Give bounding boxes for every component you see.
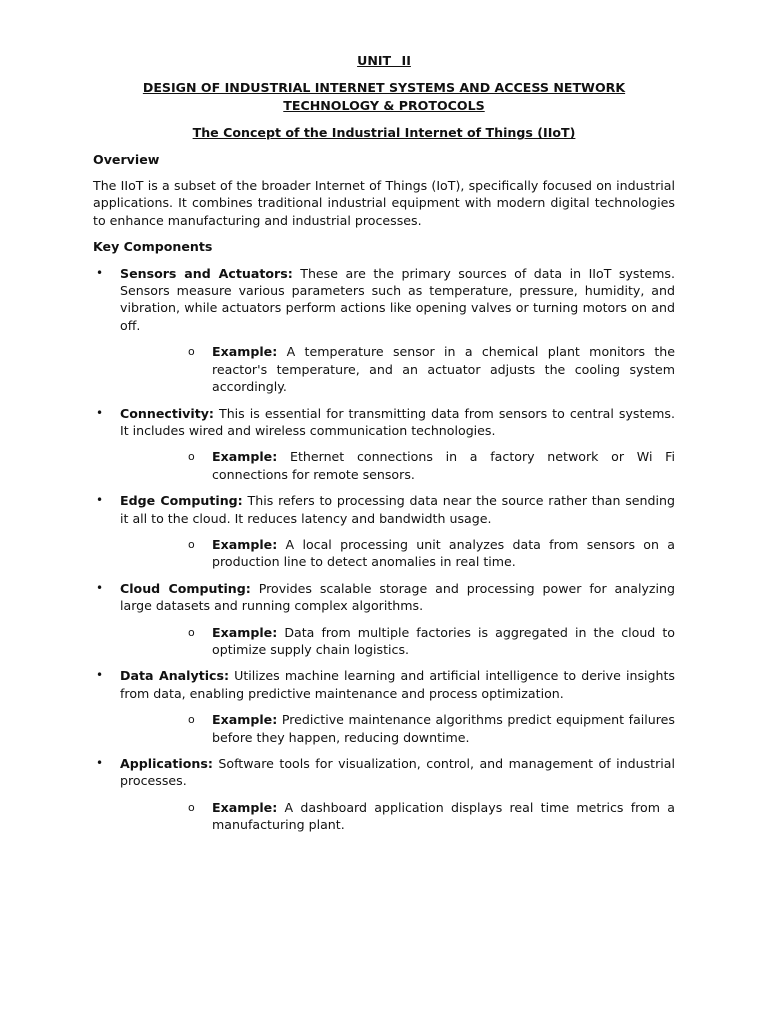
list-item-term: Sensors and Actuators: xyxy=(120,265,293,281)
list-item-text xyxy=(120,667,675,702)
list-item xyxy=(93,580,675,659)
document-title xyxy=(93,79,675,114)
example-item xyxy=(120,448,675,483)
bullet-icon: • xyxy=(96,265,104,280)
bullet-icon: • xyxy=(96,493,104,508)
key-components-heading: Key Components xyxy=(93,239,213,255)
list-item-text xyxy=(120,755,675,790)
list-item-description: Software tools for visualization, control, and management of industrial processes. xyxy=(120,756,675,789)
example-item xyxy=(120,711,675,746)
example-item xyxy=(120,799,675,834)
example-label: Example: xyxy=(212,624,278,640)
document-page xyxy=(93,52,675,843)
circle-bullet-icon: o xyxy=(188,713,195,727)
list-item xyxy=(93,667,675,746)
list-item-text xyxy=(120,580,675,615)
example-text: A dashboard application displays real time metrics from a manufacturing plant. xyxy=(212,799,675,833)
list-item-term: Applications: xyxy=(120,756,213,771)
circle-bullet-icon: o xyxy=(188,800,195,814)
example-label: Example: xyxy=(212,712,278,728)
bullet-icon: • xyxy=(96,405,104,420)
list-item-description: Utilizes machine learning and artificial intelligence to derive insights from data, enabling predictive maintenance and process optimization. xyxy=(120,668,675,701)
example-label: Example: xyxy=(212,799,278,815)
overview-heading: Overview xyxy=(93,151,160,167)
circle-bullet-icon: o xyxy=(188,537,195,551)
example-item xyxy=(120,343,675,395)
list-item-description: Provides scalable storage and processing power for analyzing large datasets and running complex algorithms. xyxy=(120,580,675,614)
example-label: Example: xyxy=(212,449,278,465)
circle-bullet-icon: o xyxy=(188,345,195,359)
bullet-icon: • xyxy=(96,580,104,595)
list-item-text xyxy=(120,405,675,440)
document-title-line1: DESIGN OF INDUSTRIAL INTERNET SYSTEMS AND ACCESS NETWORK xyxy=(142,80,626,96)
overview-paragraph: The IIoT is a subset of the broader Internet of Things (IoT), specifically focused on industrial applications. It combines traditional industrial equipment with modern digital technologies to enhance manufacturing and industrial processes. xyxy=(93,178,675,228)
list-item xyxy=(93,405,675,484)
example-label: Example: xyxy=(212,536,278,552)
example-text: Predictive maintenance algorithms predict equipment failures before they happen, reducing downtime. xyxy=(212,712,675,745)
list-item-term: Edge Computing: xyxy=(120,493,243,509)
example-item xyxy=(120,536,675,571)
list-item-description: This refers to processing data near the source rather than sending it all to the cloud. It reduces latency and bandwidth usage. xyxy=(120,493,675,526)
example-text: Data from multiple factories is aggregated in the cloud to optimize supply chain logistics. xyxy=(212,624,675,657)
list-item-term: Connectivity: xyxy=(120,405,214,421)
key-components-list xyxy=(93,265,675,834)
list-item xyxy=(93,492,675,571)
bullet-icon: • xyxy=(96,668,104,683)
example-item xyxy=(120,624,675,659)
document-title-line2: TECHNOLOGY & PROTOCOLS xyxy=(283,97,485,113)
list-item xyxy=(93,755,675,834)
list-item xyxy=(93,265,675,396)
list-item-description: This is essential for transmitting data from sensors to central systems. It includes wired and wireless communication technologies. xyxy=(120,405,675,438)
circle-bullet-icon: o xyxy=(188,450,195,464)
list-item-text xyxy=(120,492,675,527)
example-label: Example: xyxy=(212,344,278,360)
example-text: A local processing unit analyzes data from sensors on a production line to detect anomalies in real time. xyxy=(212,536,675,570)
section-title: The Concept of the Industrial Internet of Things (IIoT) xyxy=(192,125,576,141)
list-item-description: These are the primary sources of data in IIoT systems. Sensors measure various parameters such as temperature, pressure, humidity, and vibration, while actuators perform actions like opening valves or turning motors on and off. xyxy=(120,265,675,333)
example-text: Ethernet connections in a factory network or Wi Fi connections for remote sensors. xyxy=(212,449,675,482)
circle-bullet-icon: o xyxy=(188,625,195,639)
bullet-icon: • xyxy=(96,756,104,770)
unit-heading: UNIT II xyxy=(357,53,411,68)
list-item-term: Data Analytics: xyxy=(120,668,230,684)
list-item-term: Cloud Computing: xyxy=(120,580,251,596)
example-text: A temperature sensor in a chemical plant monitors the reactor's temperature, and an actuator adjusts the cooling system accordingly. xyxy=(212,344,675,395)
list-item-text xyxy=(120,265,675,335)
